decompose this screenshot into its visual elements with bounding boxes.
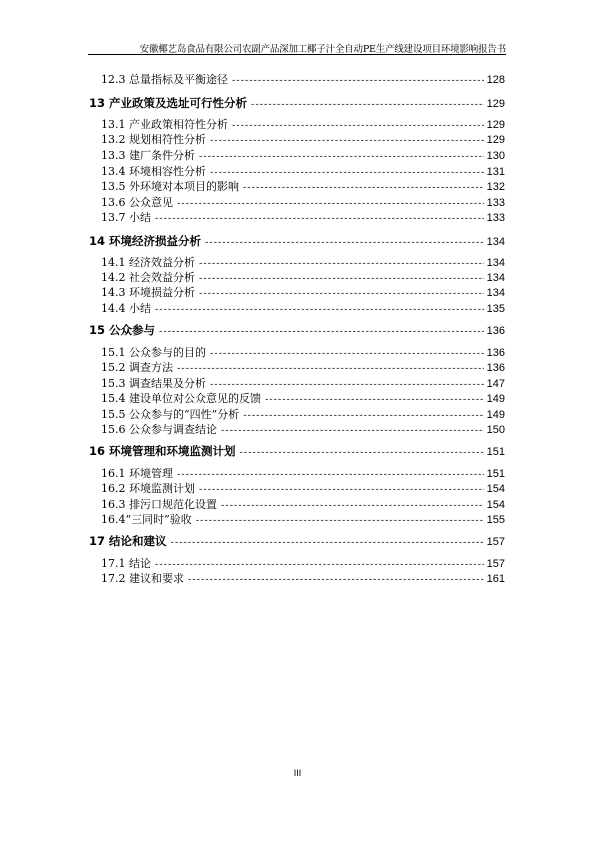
toc-entry-page: 157 <box>486 536 505 548</box>
toc-entry-page: 133 <box>486 212 505 224</box>
toc-entry-label: 16.3 排污口规范化设置 <box>101 498 217 511</box>
toc-section-entry[interactable] <box>101 390 505 406</box>
toc-entry-label: 14.4 小结 <box>101 302 151 315</box>
toc-leader-dots <box>220 426 484 436</box>
toc-section-entry[interactable] <box>101 300 505 316</box>
toc-entry-page: 154 <box>486 483 505 495</box>
toc-section-entry[interactable] <box>101 496 505 512</box>
toc-section-entry[interactable] <box>101 480 505 496</box>
toc-section-entry[interactable] <box>101 147 505 163</box>
toc-entry-page: 128 <box>486 74 505 86</box>
toc-leader-dots <box>264 395 484 405</box>
toc-chapter-entry[interactable] <box>89 533 505 549</box>
toc-entry-label: 16.4“三同时”验收 <box>101 513 192 526</box>
toc-entry-label: 14.3 环境损益分析 <box>101 286 195 299</box>
toc-section-entry[interactable] <box>101 421 505 437</box>
toc-leader-dots <box>209 349 484 359</box>
toc-entry-label: 14 环境经济损益分析 <box>89 234 202 248</box>
toc-chapter-entry[interactable] <box>89 322 505 338</box>
toc-entry-page: 134 <box>486 272 505 284</box>
toc-entry-label: 13 产业政策及选址可行性分析 <box>89 96 248 110</box>
toc-section-entry[interactable] <box>101 163 505 179</box>
toc-leader-dots <box>250 100 484 110</box>
toc-entry-page: 130 <box>486 150 505 162</box>
toc-section-entry[interactable] <box>101 465 505 481</box>
toc-entry-label: 15.2 调查方法 <box>101 361 173 374</box>
toc-entry-label: 15.6 公众参与调查结论 <box>101 423 217 436</box>
toc-leader-dots <box>209 136 484 146</box>
toc-section-entry[interactable] <box>101 254 505 270</box>
toc-leader-dots <box>154 560 484 570</box>
toc-entry-page: 133 <box>486 197 505 209</box>
page-number: III <box>293 768 302 778</box>
toc-section-entry[interactable] <box>101 194 505 210</box>
toc-entry-label: 15.1 公众参与的目的 <box>101 346 206 359</box>
toc-entry-label: 15.3 调查结果及分析 <box>101 377 206 390</box>
toc-leader-dots <box>176 470 484 480</box>
toc-entry-label: 16.2 环境监测计划 <box>101 482 195 495</box>
toc-entry-label: 16 环境管理和环境监测计划 <box>89 444 236 458</box>
toc-section-entry[interactable] <box>101 359 505 375</box>
toc-leader-dots <box>231 76 484 86</box>
toc-section-entry[interactable] <box>101 116 505 132</box>
toc-section-entry[interactable] <box>101 131 505 147</box>
toc-entry-label: 16.1 环境管理 <box>101 467 173 480</box>
toc-entry-page: 135 <box>486 303 505 315</box>
toc-leader-dots <box>220 501 484 511</box>
toc-entry-label: 14.1 经济效益分析 <box>101 256 195 269</box>
toc-leader-dots <box>187 575 484 585</box>
toc-entry-label: 13.3 建厂条件分析 <box>101 149 195 162</box>
toc-section-entry[interactable] <box>101 570 505 586</box>
toc-entry-page: 136 <box>486 325 505 337</box>
toc-leader-dots <box>231 121 484 131</box>
toc-entry-label: 15.4 建设单位对公众意见的反馈 <box>101 392 261 405</box>
toc-entry-page: 147 <box>486 378 505 390</box>
toc-entry-label: 13.4 环境相容性分析 <box>101 165 206 178</box>
toc-entry-page: 134 <box>486 287 505 299</box>
toc-leader-dots <box>154 214 484 224</box>
toc-entry-page: 129 <box>486 134 505 146</box>
toc-entry-label: 17 结论和建议 <box>89 534 167 548</box>
toc-section-entry[interactable] <box>101 284 505 300</box>
toc-entry-page: 151 <box>486 468 505 480</box>
toc-section-entry[interactable] <box>101 344 505 360</box>
toc-entry-label: 13.5 外环境对本项目的影响 <box>101 180 239 193</box>
toc-leader-dots <box>198 485 484 495</box>
toc-entry-label: 15 公众参与 <box>89 323 156 337</box>
toc-section-entry[interactable] <box>101 209 505 225</box>
toc-entry-page: 150 <box>486 424 505 436</box>
toc-entry-label: 13.1 产业政策相符性分析 <box>101 118 228 131</box>
toc-entry-page: 129 <box>486 119 505 131</box>
toc-leader-dots <box>176 364 484 374</box>
toc-entry-page: 157 <box>486 558 505 570</box>
toc-entry-label: 14.2 社会效益分析 <box>101 271 195 284</box>
toc-entry-page: 129 <box>486 98 505 110</box>
toc-entry-label: 12.3 总量指标及平衡途径 <box>101 73 228 86</box>
toc-leader-dots <box>158 327 484 337</box>
toc-section-entry[interactable] <box>101 269 505 285</box>
toc-leader-dots <box>198 289 484 299</box>
toc-entry-page: 134 <box>486 236 505 248</box>
toc-entry-page: 132 <box>486 181 505 193</box>
toc-leader-dots <box>176 199 484 209</box>
toc-chapter-entry[interactable] <box>89 233 505 249</box>
toc-entry-label: 13.2 规划相符性分析 <box>101 133 206 146</box>
toc-section-entry[interactable] <box>101 555 505 571</box>
toc-leader-dots <box>198 274 484 284</box>
toc-leader-dots <box>198 152 484 162</box>
toc-section-entry[interactable] <box>101 406 505 422</box>
toc-section-entry[interactable] <box>101 71 505 87</box>
toc-chapter-entry[interactable] <box>89 95 505 111</box>
toc-entry-page: 155 <box>486 514 505 526</box>
toc-leader-dots <box>209 168 484 178</box>
toc-leader-dots <box>239 448 484 458</box>
toc-entry-page: 161 <box>486 573 505 585</box>
toc-section-entry[interactable] <box>101 375 505 391</box>
toc-leader-dots <box>198 259 484 269</box>
toc-entry-page: 134 <box>486 257 505 269</box>
toc-entry-label: 15.5 公众参与的“四性”分析 <box>101 408 240 421</box>
toc-entry-label: 13.6 公众意见 <box>101 196 173 209</box>
toc-entry-page: 154 <box>486 499 505 511</box>
toc-leader-dots <box>242 183 484 193</box>
toc-leader-dots <box>170 538 484 548</box>
toc-leader-dots <box>209 380 484 390</box>
toc-entry-label: 17.1 结论 <box>101 557 151 570</box>
document-header: 安徽椰艺岛食品有限公司农副产品深加工椰子汁全自动PE生产线建设项目环境影响报告书 <box>139 44 506 55</box>
toc-leader-dots <box>204 238 484 248</box>
toc-entry-label: 13.7 小结 <box>101 211 151 224</box>
toc-entry-page: 151 <box>486 446 505 458</box>
toc-chapter-entry[interactable] <box>89 443 505 459</box>
toc-entry-label: 17.2 建议和要求 <box>101 572 184 585</box>
toc-entry-page: 131 <box>486 166 505 178</box>
toc-entry-page: 136 <box>486 362 505 374</box>
toc-entry-page: 136 <box>486 347 505 359</box>
toc-section-entry[interactable] <box>101 178 505 194</box>
toc-entry-page: 149 <box>486 409 505 421</box>
toc-entry-page: 149 <box>486 393 505 405</box>
toc-section-entry[interactable] <box>101 511 505 527</box>
toc-leader-dots <box>195 516 484 526</box>
toc-leader-dots <box>154 305 484 315</box>
toc-leader-dots <box>242 411 483 421</box>
